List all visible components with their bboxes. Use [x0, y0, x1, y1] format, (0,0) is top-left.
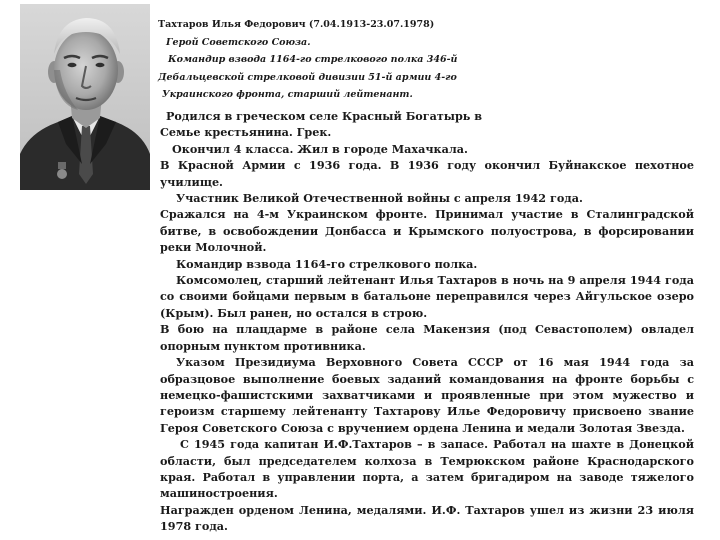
bio-paragraph: Комсомолец, старший лейтенант Илья Тахтаров в ночь на 9 апреля 1944 года со своими бойцами первым в батальоне переправился через Айгульское озеро (Крым). Был ранен, но остался в строю. [160, 273, 694, 320]
position-line-1: Командир взвода 1164-го стрелкового полка 346-й [168, 54, 458, 65]
position-line-3: Украинского фронта, старший лейтенант. [162, 89, 413, 100]
bio-paragraph: Указом Президиума Верховного Совета СССР от 16 мая 1944 года за образцовое выполнение боевых заданий командования на фронте борьбы с немецко-фашистскими захватчиками и проявленные при этом мужество и героизм старшему лейтенанту Тахтарову Илье Федоровичу присвоено звание Героя Советского Союза с вручением ордена Ленина и медали Золотая Звезда. [160, 355, 694, 435]
bio-paragraph: Семье крестьянина. Грек. [160, 125, 332, 140]
bio-paragraph: Родился в греческом селе Красный Богатырь в [166, 109, 483, 123]
bio-paragraph: Окончил 4 класса. Жил в городе Махачкала. [172, 141, 468, 156]
bio-paragraph: Награжден орденом Ленина, медалями. И.Ф. Тахтаров ушел из жизни 23 июля 1978 года. [160, 502, 694, 534]
portrait-photo-icon [20, 4, 150, 190]
position-line-2: Дебальцевской стрелковой дивизии 51-й армии 4-го [158, 71, 457, 83]
bio-paragraph: В бою на плацдарме в районе села Макензия (под Севастополем) овладел опорным пунктом противника. [160, 322, 694, 353]
header-block [158, 16, 478, 104]
person-name-dates: Тахтаров Илья Федорович (7.04.1913-23.07.1978) [158, 19, 435, 30]
title-hero: Герой Советского Союза. [166, 36, 311, 48]
bio-paragraph: В Красной Армии с 1936 года. В 1936 году окончил Буйнакское пехотное училище. [160, 158, 694, 189]
bio-paragraph: Командир взвода 1164-го стрелкового полка. [176, 256, 478, 271]
portrait-photo [20, 4, 150, 190]
biography-text [160, 108, 694, 535]
bio-paragraph: Сражался на 4-м Украинском фронте. Принимал участие в Сталинградской битве, в освобождении Донбасса и Крымского полуострова, в форсировании реки Молочной. [160, 207, 694, 255]
bio-paragraph: С 1945 года капитан И.Ф.Тахтаров – в запасе. Работал на шахте в Донецкой области, был председателем колхоза в Темрюкском районе Краснодарского края. Работал в управлении порта, а затем бригадиром на заводе тяжелого машиностроения. [160, 437, 694, 501]
bio-paragraph: Участник Великой Отечественной войны с апреля 1942 года. [176, 191, 583, 206]
